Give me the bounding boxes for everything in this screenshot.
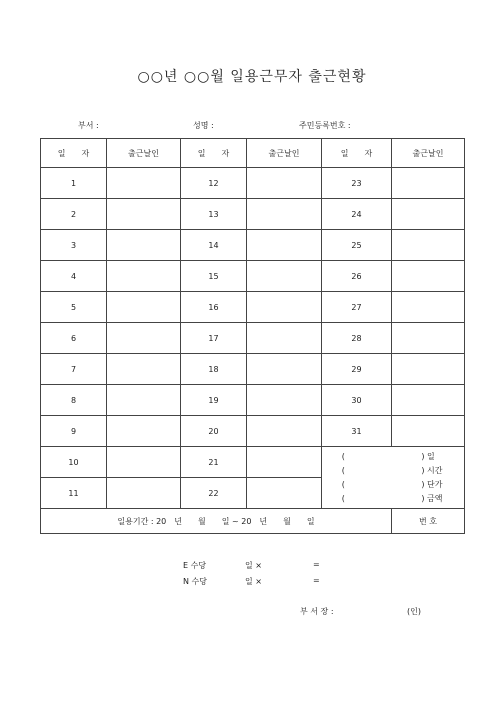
stamp-cell[interactable] xyxy=(392,416,465,447)
stamp-cell[interactable] xyxy=(392,385,465,416)
employment-period: 일용기간 : 20 년 월 일 ~ 20 년 월 일 xyxy=(41,509,392,534)
day-cell: 23 xyxy=(322,168,392,199)
day-cell: 21 xyxy=(181,447,247,478)
table-row xyxy=(41,385,465,416)
summary-paren: ( xyxy=(341,494,345,503)
stamp-cell[interactable] xyxy=(392,230,465,261)
day-cell: 19 xyxy=(181,385,247,416)
day-cell: 17 xyxy=(181,323,247,354)
summary-blank[interactable] xyxy=(365,464,422,478)
day-cell: 22 xyxy=(181,478,247,509)
summary-unit: ) 단가 xyxy=(421,480,443,489)
day-cell: 15 xyxy=(181,261,247,292)
stamp-cell[interactable] xyxy=(107,230,181,261)
stamp-cell[interactable] xyxy=(247,478,322,509)
day-cell: 16 xyxy=(181,292,247,323)
stamp-cell[interactable] xyxy=(392,168,465,199)
summary-line xyxy=(322,478,464,492)
summary-unit: ) 일 xyxy=(421,452,435,461)
header-day: 일 자 xyxy=(322,139,392,168)
summary-paren: ( xyxy=(341,452,345,461)
summary-blank[interactable] xyxy=(365,492,422,506)
department-label: 부서 : xyxy=(78,121,99,130)
day-cell: 25 xyxy=(322,230,392,261)
table-row xyxy=(41,230,465,261)
stamp-cell[interactable] xyxy=(392,354,465,385)
attendance-table xyxy=(40,138,465,534)
day-cell: 10 xyxy=(41,447,107,478)
day-cell: 9 xyxy=(41,416,107,447)
stamp-cell[interactable] xyxy=(107,416,181,447)
summary-cell xyxy=(322,447,465,509)
stamp-cell[interactable] xyxy=(247,416,322,447)
day-cell: 20 xyxy=(181,416,247,447)
summary-blank[interactable] xyxy=(365,478,422,492)
summary-line xyxy=(322,464,464,478)
summary-line xyxy=(322,492,464,506)
stamp-cell[interactable] xyxy=(107,261,181,292)
table-row xyxy=(41,416,465,447)
table-row xyxy=(41,292,465,323)
number-label: 번 호 xyxy=(392,509,465,534)
stamp-cell[interactable] xyxy=(107,447,181,478)
day-cell: 30 xyxy=(322,385,392,416)
page-title: ○○년 ○○월 일용근무자 출근현황 xyxy=(137,69,367,85)
header-day: 일 자 xyxy=(181,139,247,168)
summary-line xyxy=(322,450,464,464)
header-stamp: 출근날인 xyxy=(392,139,465,168)
stamp-cell[interactable] xyxy=(107,478,181,509)
header-day: 일 자 xyxy=(41,139,107,168)
id-number-label: 주민등록번호 : xyxy=(299,121,351,130)
day-cell: 4 xyxy=(41,261,107,292)
n-allowance-equals: = xyxy=(313,576,320,585)
stamp-cell[interactable] xyxy=(247,261,322,292)
day-cell: 29 xyxy=(322,354,392,385)
day-cell: 14 xyxy=(181,230,247,261)
e-allowance-equals: = xyxy=(313,560,320,569)
stamp-cell[interactable] xyxy=(247,168,322,199)
summary-paren: ( xyxy=(341,466,345,475)
stamp-cell[interactable] xyxy=(107,354,181,385)
day-cell: 12 xyxy=(181,168,247,199)
day-cell: 3 xyxy=(41,230,107,261)
stamp-cell[interactable] xyxy=(392,199,465,230)
stamp-cell[interactable] xyxy=(107,292,181,323)
day-cell: 26 xyxy=(322,261,392,292)
table-row xyxy=(41,199,465,230)
stamp-cell[interactable] xyxy=(247,199,322,230)
day-cell: 18 xyxy=(181,354,247,385)
day-cell: 11 xyxy=(41,478,107,509)
stamp-cell[interactable] xyxy=(247,292,322,323)
seal-mark: (인) xyxy=(407,607,421,616)
stamp-cell[interactable] xyxy=(247,385,322,416)
summary-lines xyxy=(322,450,464,506)
n-allowance-days: 일 × xyxy=(245,577,262,586)
day-cell: 5 xyxy=(41,292,107,323)
day-cell: 27 xyxy=(322,292,392,323)
stamp-cell[interactable] xyxy=(247,323,322,354)
stamp-cell[interactable] xyxy=(107,199,181,230)
stamp-cell[interactable] xyxy=(107,323,181,354)
day-cell: 24 xyxy=(322,199,392,230)
day-cell: 2 xyxy=(41,199,107,230)
e-allowance-days: 일 × xyxy=(245,561,262,570)
stamp-cell[interactable] xyxy=(107,168,181,199)
e-allowance-label: E 수당 xyxy=(183,561,207,570)
stamp-cell[interactable] xyxy=(247,447,322,478)
stamp-cell[interactable] xyxy=(392,323,465,354)
manager-label: 부 서 장 : xyxy=(300,607,334,616)
day-cell: 7 xyxy=(41,354,107,385)
summary-unit: ) 시간 xyxy=(421,466,443,475)
table-header-row xyxy=(41,139,465,168)
n-allowance-label: N 수당 xyxy=(183,577,207,586)
header-stamp: 출근날인 xyxy=(107,139,181,168)
table-row xyxy=(41,323,465,354)
stamp-cell[interactable] xyxy=(247,230,322,261)
table-row xyxy=(41,354,465,385)
stamp-cell[interactable] xyxy=(392,292,465,323)
table-row xyxy=(41,261,465,292)
summary-blank[interactable] xyxy=(365,450,422,464)
summary-paren: ( xyxy=(341,480,345,489)
day-cell: 13 xyxy=(181,199,247,230)
day-cell: 28 xyxy=(322,323,392,354)
stamp-cell[interactable] xyxy=(107,385,181,416)
summary-unit: ) 금액 xyxy=(421,494,443,503)
table-row xyxy=(41,168,465,199)
stamp-cell[interactable] xyxy=(247,354,322,385)
day-cell: 1 xyxy=(41,168,107,199)
day-cell: 6 xyxy=(41,323,107,354)
day-cell: 31 xyxy=(322,416,392,447)
footer-row xyxy=(41,509,465,534)
day-cell: 8 xyxy=(41,385,107,416)
stamp-cell[interactable] xyxy=(392,261,465,292)
table-row xyxy=(41,447,465,478)
header-stamp: 출근날인 xyxy=(247,139,322,168)
name-label: 성명 : xyxy=(193,121,214,130)
